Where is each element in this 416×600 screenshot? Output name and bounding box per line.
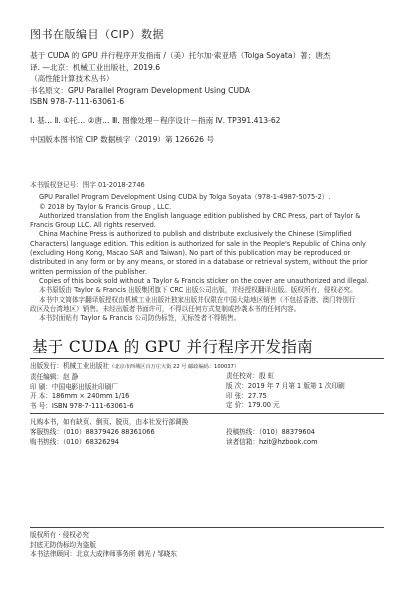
footer-block	[30, 531, 177, 560]
cip-line: 中国版本图书馆 CIP 数据核字（2019）第 126626 号	[30, 134, 214, 144]
publisher-row: 出版发行：机械工业出版社（北京市西城区百万庄大街 22 号 邮政编码：100037）	[30, 362, 240, 370]
cip-line: 译. —北京：机械工业出版社，2019.6	[30, 62, 161, 72]
publication-divider	[30, 413, 384, 414]
publication-right	[226, 372, 345, 411]
cip-line: ISBN 978-7-111-63061-6	[30, 97, 125, 107]
defect-notice: 凡购本书，如有缺页、倒页、脱页，由本社发行部调换	[30, 418, 189, 426]
authorization-text: Francis Group LLC. All rights reserved.	[30, 221, 156, 230]
cip-line: Ⅰ. 基… Ⅱ. ①托… ②唐… Ⅲ. 图像处理－程序设计－指南 Ⅳ. TP391.413-62	[30, 115, 281, 125]
contact-right	[226, 428, 318, 448]
print-row: 印 刷：中国电影出版社印刷厂	[30, 382, 118, 391]
hotline-row: 客服热线：（010）88379426 88361066	[30, 427, 155, 436]
contact-left	[30, 418, 188, 447]
proof-row: 责任校对：殷 虹	[226, 372, 275, 380]
chinese-notice: 政区及台湾地区）销售。未经出版者书面许可，不得以任何方式复制或抄袭本书的任何内容。	[30, 304, 301, 313]
registration-number: 本书版权登记号：图字 01-2018-2746	[30, 181, 145, 189]
copyright-notice: © 2018 by Taylor & Francis Group , LLC.	[39, 202, 172, 211]
authorization-text: Authorized translation from the English language edition published by CRC Press, part of Taylor &	[39, 211, 361, 220]
copyright-block	[30, 181, 369, 323]
cip-record	[30, 50, 331, 145]
contrib-row: 投稿热线：（010）88379604	[226, 428, 316, 436]
reader-row: 读者信箱：hzit@hzbook.com	[226, 437, 318, 446]
editor-row: 责任编辑：赵 静	[30, 372, 79, 381]
sticker-notice: Copies of this book sold without a Taylor & Francis sticker on the cover are unauthorized and illegal.	[39, 276, 369, 285]
isbn-row: 书 号：ISBN 978-7-111-63061-6	[30, 402, 134, 411]
edition-row: 版 次：2019 年 7 月第 1 版第 1 次印刷	[226, 381, 345, 390]
chinese-notice: 本书中文简体字翻译版授权由机械工业出版社独家出版并仅限在中国大陆地区销售（不包括香港、澳门特别行	[39, 295, 356, 304]
book-title: 基于 CUDA 的 GPU 并行程序开发指南	[32, 338, 313, 356]
rights-reserved: 版权所有 · 侵权必究	[30, 531, 90, 539]
legal-counsel: 本书法律顾问：北京大成律师事务所 韩光 / 邹晓东	[30, 550, 177, 559]
rights-text: written permission of the publisher.	[30, 267, 147, 276]
chinese-notice: 本书原版由 Taylor & Francis 出版集团旗下 CRC 出版公司出版，并经授权翻译出版。版权所有，侵权必究。	[39, 286, 357, 295]
sheets-row: 印 张：27.75	[226, 391, 267, 400]
rights-text: (excluding Hong Kong, Macao SAR and Taiwan). No part of this publication may be reproduced or	[30, 249, 351, 258]
rights-text: China Machine Press is authorized to publish and distribute exclusively the Chinese (Simplified	[39, 230, 352, 239]
publication-left	[30, 362, 239, 412]
title-divider	[30, 358, 384, 359]
anti-counterfeit-notice: 封底无防伪标均为盗版	[30, 540, 96, 549]
cip-line: 书名原文：GPU Parallel Program Development Using CUDA	[30, 85, 250, 95]
rights-text: distributed in any form or by any means, or stored in a database or retrieval system, without the prior	[30, 258, 368, 267]
cip-heading: 图书在版编目（CIP）数据	[30, 28, 165, 41]
original-edition: GPU Parallel Program Development Using CUDA by Tolga Soyata（978-1-4987-5075-2）.	[39, 193, 331, 202]
footer-divider	[30, 527, 384, 528]
rights-text: Characters) language edition. This edition is authorized for sale in the People's Republic of China only	[30, 239, 366, 248]
format-row: 开 本：186mm × 240mm 1/16	[30, 392, 130, 401]
cip-line: （高性能计算技术丛书）	[30, 74, 114, 84]
cip-line: 基于 CUDA 的 GPU 并行程序开发指南 /（美）托尔加·索亚塔（Tolga Soyata）著；唐杰	[30, 51, 331, 60]
buy-row: 购书热线：（010）68326294	[30, 437, 120, 446]
price-row: 定 价：179.00 元	[226, 401, 280, 410]
chinese-notice: 本书封面贴有 Taylor & Francis 公司防伪标签，无标签者不得销售。	[39, 314, 241, 323]
